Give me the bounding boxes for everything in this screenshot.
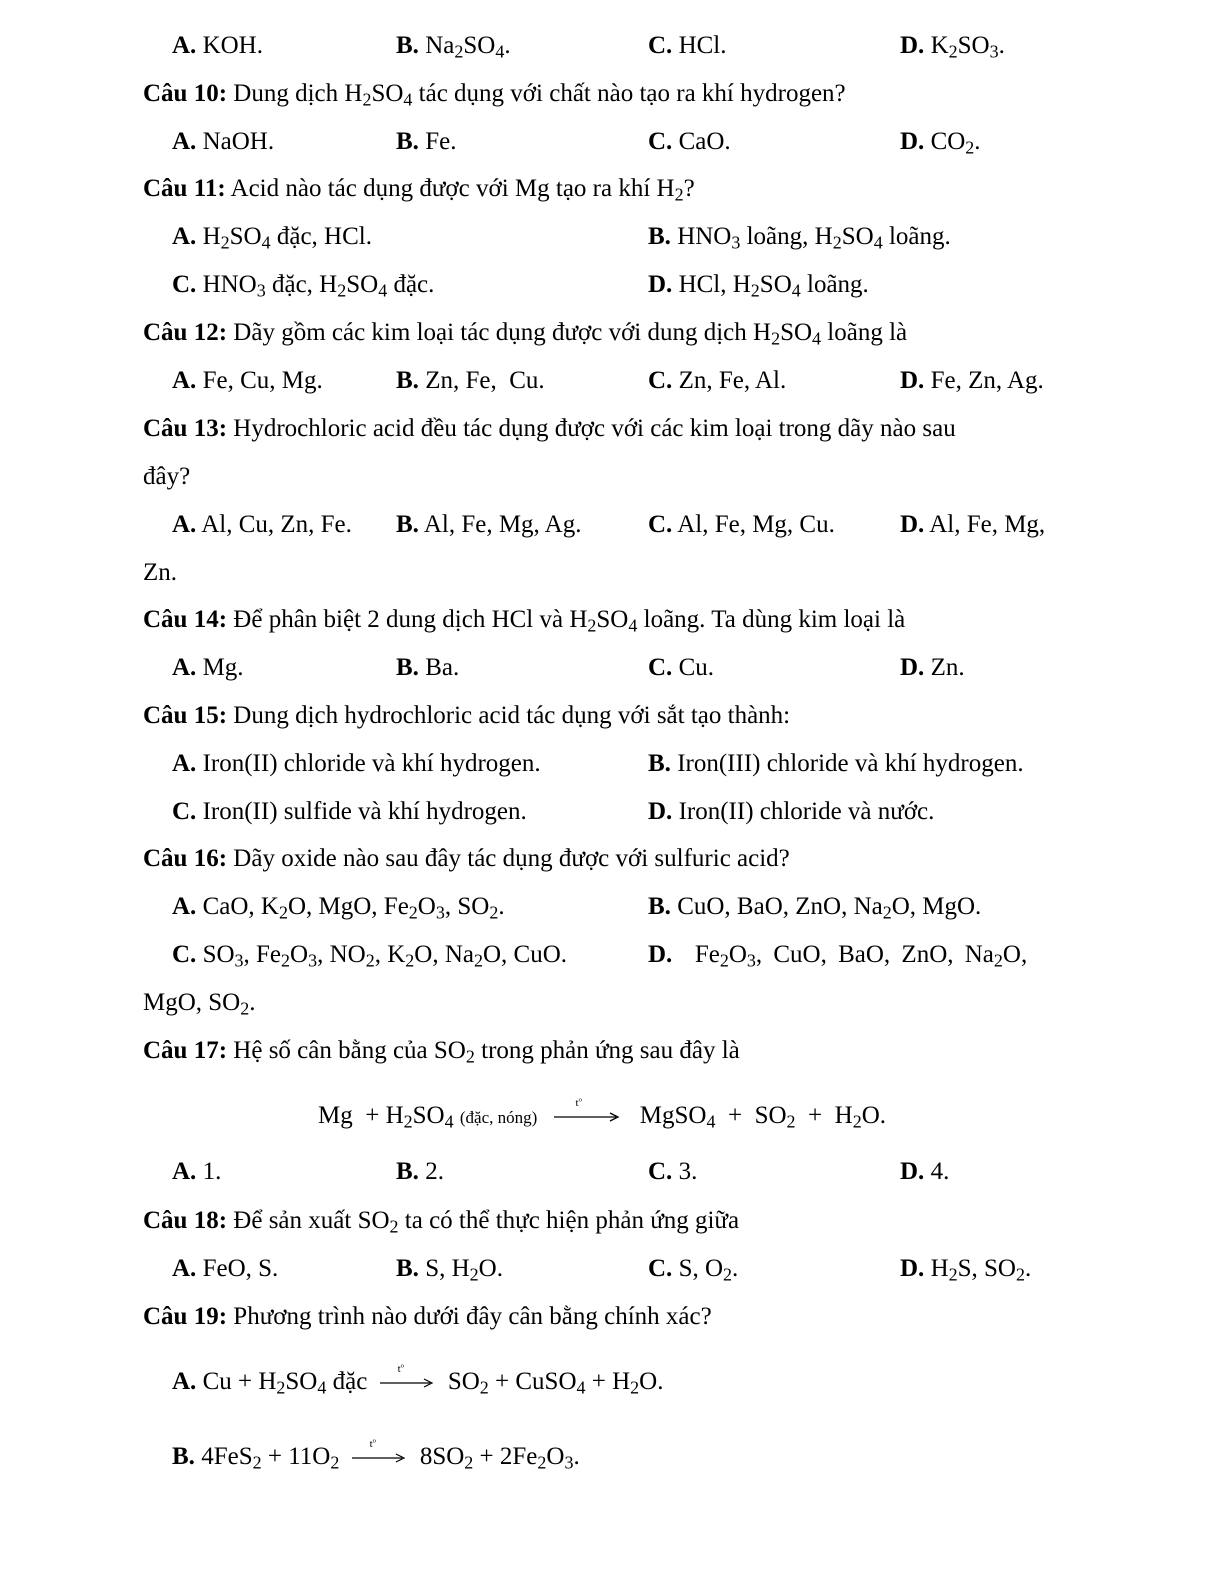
q9-option-c: C. HCl. bbox=[648, 32, 727, 59]
q9-option-b: B. $Na_2SO_4$. bbox=[396, 32, 511, 62]
q11-stem: Câu 11: Acid nào tác dụng được với Mg tạo ra khí $H_2$? bbox=[143, 175, 695, 205]
q17-arrow-label: $t^o$ bbox=[575, 1096, 582, 1110]
q13-option-b: B. Al, Fe, Mg, Ag. bbox=[396, 511, 582, 538]
reaction-arrow-icon bbox=[380, 1362, 434, 1393]
q17-option-b: B. 2. bbox=[396, 1158, 444, 1185]
q11-option-c: C. $HNO_3$ đặc, $H_2SO_4$ đặc. bbox=[172, 271, 435, 301]
q17-option-a: A. 1. bbox=[172, 1158, 222, 1185]
q10-stem: Câu 10: Dung dịch $H_2SO_4$ tác dụng với chất nào tạo ra khí hydrogen? bbox=[143, 80, 846, 110]
q16-stem: Câu 16: Dãy oxide nào sau đây tác dụng được với sulfuric acid? bbox=[143, 845, 790, 872]
q11-option-d: D. HCl, $H_2SO_4$ loãng. bbox=[648, 271, 869, 301]
q15-stem: Câu 15: Dung dịch hydrochloric acid tác dụng với sắt tạo thành: bbox=[143, 702, 791, 729]
q12-stem: Câu 12: Dãy gồm các kim loại tác dụng được với dung dịch $H_2SO_4$ loãng là bbox=[143, 319, 908, 349]
q15-option-b: B. Iron(III) chloride và khí hydrogen. bbox=[648, 750, 1024, 777]
q15-option-a: A. Iron(II) chloride và khí hydrogen. bbox=[172, 750, 541, 777]
q19-b-arrow-label: $t^o$ bbox=[369, 1437, 376, 1451]
q12-option-b: B. Zn, Fe, Cu. bbox=[396, 367, 545, 394]
q17-reactants: $Mg + H_2SO_4$ bbox=[318, 1102, 454, 1132]
q11-option-a: A. $H_2SO_4$ đặc, HCl. bbox=[172, 223, 372, 253]
q18-option-a: A. FeO, S. bbox=[172, 1255, 279, 1282]
q19-b-rhs: $8SO_2 + 2Fe_2O_3$. bbox=[419, 1443, 580, 1473]
q16-option-d-continued: MgO, $SO_2$. bbox=[143, 989, 256, 1019]
q14-option-a: A. Mg. bbox=[172, 654, 244, 681]
q9-option-d: D. $K_2SO_3$. bbox=[900, 32, 1005, 62]
q19-stem: Câu 19: Phương trình nào dưới đây cân bằng chính xác? bbox=[143, 1303, 712, 1330]
q15-option-c: C. Iron(II) sulfide và khí hydrogen. bbox=[172, 798, 527, 825]
q15-option-d: D. Iron(II) chloride và nước. bbox=[648, 798, 935, 825]
q13-stem-continued: đây? bbox=[143, 463, 191, 490]
q18-option-c: C. S, $O_2$. bbox=[648, 1255, 739, 1285]
q19-a-lhs: $Cu + H_2SO_4$ đặc bbox=[202, 1368, 368, 1398]
q16-option-d: D. $Fe_2O_3$, CuO, BaO, ZnO, $Na_2O$, bbox=[648, 941, 1028, 971]
q19-option-a: A. $Cu + H_2SO_4$ đặc $t^o$ $SO_2$ + CuSO$_4$ + $H_2O$. bbox=[172, 1362, 664, 1398]
q17-products: MgSO$_4$ + $SO_2 + H_2O$. bbox=[639, 1102, 886, 1132]
q16-option-b: B. CuO, BaO, ZnO, $Na_2O$, MgO. bbox=[648, 893, 982, 923]
q14-stem: Câu 14: Để phân biệt 2 dung dịch HCl và $H_2SO_4$ loãng. Ta dùng kim loại là bbox=[143, 606, 906, 636]
q14-option-d: D. Zn. bbox=[900, 654, 965, 681]
q18-option-d: D. $H_2S$, $SO_2$. bbox=[900, 1255, 1032, 1285]
q17-equation bbox=[318, 1092, 886, 1140]
q10-option-a: A. NaOH. bbox=[172, 128, 275, 155]
q17-option-d: D. 4. bbox=[900, 1158, 950, 1185]
q17-stem: Câu 17: Hệ số cân bằng của $SO_2$ trong phản ứng sau đây là bbox=[143, 1037, 740, 1067]
q14-option-c: C. Cu. bbox=[648, 654, 714, 681]
q10-option-c: C. CaO. bbox=[648, 128, 731, 155]
q10-option-b: B. Fe. bbox=[396, 128, 457, 155]
q12-option-a: A. Fe, Cu, Mg. bbox=[172, 367, 323, 394]
reaction-arrow-icon bbox=[554, 1096, 620, 1127]
q18-option-b: B. S, $H_2O$. bbox=[396, 1255, 503, 1285]
q17-option-c: C. 3. bbox=[648, 1158, 698, 1185]
q19-b-lhs: $4FeS_2 + 11O_2$ bbox=[201, 1443, 340, 1473]
q13-option-c: C. Al, Fe, Mg, Cu. bbox=[648, 511, 835, 538]
q13-stem: Câu 13: Hydrochloric acid đều tác dụng được với các kim loại trong dãy nào sau bbox=[143, 415, 956, 442]
q14-option-b: B. Ba. bbox=[396, 654, 460, 681]
q18-stem: Câu 18: Để sản xuất $SO_2$ ta có thể thực hiện phản ứng giữa bbox=[143, 1207, 740, 1237]
q19-a-rhs: $SO_2$ + CuSO$_4$ + $H_2O$. bbox=[447, 1368, 664, 1398]
q16-option-c: C. $SO_3$, $Fe_2O_3$, $NO_2$, $K_2O$, $Na_2O$, CuO. bbox=[172, 941, 568, 971]
q11-option-b: B. $HNO_3$ loãng, $H_2SO_4$ loãng. bbox=[648, 223, 951, 253]
q19-a-arrow-label: $t^o$ bbox=[397, 1362, 404, 1376]
q10-option-d: D. $CO_2$. bbox=[900, 128, 981, 158]
q12-option-d: D. Fe, Zn, Ag. bbox=[900, 367, 1044, 394]
q13-option-a: A. Al, Cu, Zn, Fe. bbox=[172, 511, 352, 538]
q12-option-c: C. Zn, Fe, Al. bbox=[648, 367, 787, 394]
q13-option-d-continued: Zn. bbox=[143, 559, 178, 586]
q13-option-d: D. Al, Fe, Mg, bbox=[900, 511, 1046, 538]
q19-option-b: B. $4FeS_2 + 11O_2$ $t^o$ $8SO_2 + 2Fe_2O_3$. bbox=[172, 1437, 580, 1473]
q9-option-a: A. KOH. bbox=[172, 32, 263, 59]
reaction-arrow-icon bbox=[352, 1437, 406, 1468]
q17-condition: (đặc, nóng) bbox=[459, 1108, 538, 1127]
q16-option-a: A. CaO, $K_2O$, MgO, $Fe_2O_3$, $SO_2$. bbox=[172, 893, 505, 923]
